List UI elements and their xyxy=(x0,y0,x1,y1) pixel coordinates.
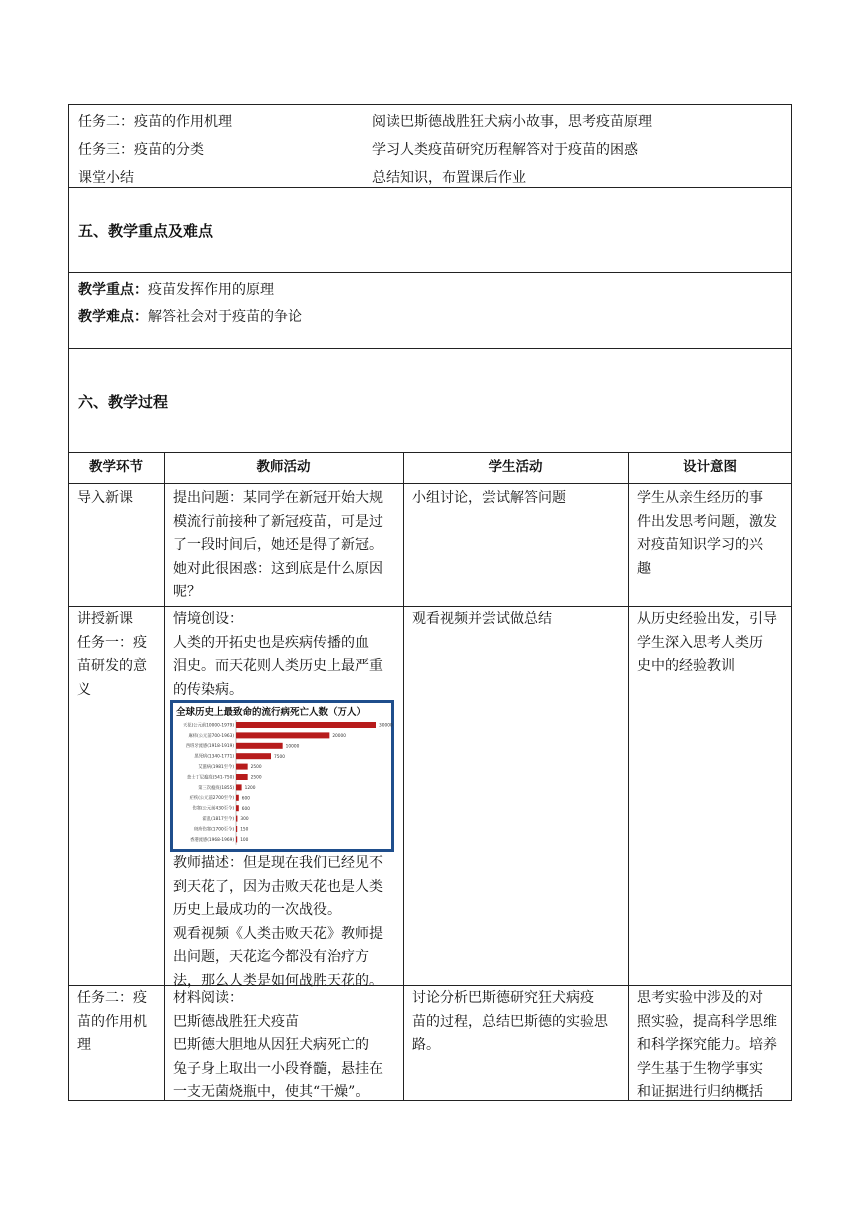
cell-line: 一支无菌烧瓶中，使其“干燥”。 xyxy=(173,1084,370,1100)
cell-line: 从历史经验出发，引导 xyxy=(637,611,777,627)
section-6-title: 六、教学过程 xyxy=(78,393,169,411)
cell-line: 路。 xyxy=(412,1037,440,1053)
cell-line: 趣 xyxy=(637,560,651,577)
cell-line: 照实验，提高科学思维 xyxy=(637,1013,777,1030)
cell-line: 和证据进行归纳概括 xyxy=(637,1084,763,1100)
header-intent: 设计意图 xyxy=(683,459,737,475)
chart-category-label: 伤寒(公元前430至今) xyxy=(192,806,234,812)
chart-bar xyxy=(236,753,271,759)
row2-student xyxy=(412,608,622,632)
chart-category-label: 香港流感(1968-1969) xyxy=(190,837,234,843)
difficulty-line xyxy=(78,303,302,331)
chart-category-label: 黑死病(1340-1771) xyxy=(194,754,234,760)
cell-line: 出问题，天花迄今都没有治疗方 xyxy=(173,949,369,965)
chart-category-label: 斑疹伤寒(1700至今) xyxy=(193,827,234,833)
chart-category-label: 天花(公元前10000-1979) xyxy=(183,723,234,729)
cell-line: 苗的过程，总结巴斯德的实验思 xyxy=(412,1013,608,1030)
col-divider xyxy=(164,452,165,1101)
cell-line: 材料阅读： xyxy=(173,990,243,1006)
col-divider xyxy=(628,452,629,1101)
cell-line: 教师描述：但是现在我们已经见不 xyxy=(173,855,383,871)
chart-value-label: 1200 xyxy=(244,786,256,791)
chart-bar xyxy=(236,805,239,811)
chart-value-label: 10000 xyxy=(285,744,300,750)
header-teacher: 教师活动 xyxy=(256,459,311,475)
cell-line: 了一段时间后，她还是得了新冠。 xyxy=(173,537,383,553)
cell-line: 提出问题：某同学在新冠开始大规 xyxy=(173,490,383,506)
chart-category-label: 西班牙流感(1918-1919) xyxy=(185,744,234,750)
chart-value-label: 30000 xyxy=(379,723,393,729)
difficulty-label: 教学难点： xyxy=(78,309,148,325)
cell-line: 对疫苗知识学习的兴 xyxy=(637,537,763,553)
key-point-label: 教学重点： xyxy=(78,282,148,298)
top-table-left-cell: 任务三：疫苗的分类 xyxy=(78,142,204,158)
cell-line: 法，那么人类是如何战胜天花的。 xyxy=(173,972,383,989)
row-divider xyxy=(68,483,792,484)
cell-line: 任务一：疫 xyxy=(77,634,147,651)
cell-line: 理 xyxy=(77,1037,91,1053)
chart-category-label: 第三次瘟疫(1855) xyxy=(198,785,234,791)
cell-line: 小组讨论，尝试解答问题 xyxy=(412,490,566,506)
row3-student xyxy=(412,987,622,1058)
cell-line: 泪史。而天花则人类历史上最严重 xyxy=(173,658,383,674)
top-table-left-cell: 任务二：疫苗的作用机理 xyxy=(78,114,232,130)
cell-line: 思考实验中涉及的对 xyxy=(637,990,763,1006)
cell-line: 史中的经验教训 xyxy=(637,658,735,674)
row2-stage xyxy=(77,608,159,702)
chart-bar xyxy=(236,722,376,728)
cell-line: 苗研发的意 xyxy=(77,658,147,674)
chart-category-label: 艾滋病(1981至今) xyxy=(198,765,234,770)
cell-line: 讨论分析巴斯德研究狂犬病疫 xyxy=(412,990,594,1006)
chart-bar xyxy=(236,732,329,738)
cell-line: 任务二：疫 xyxy=(77,990,147,1006)
chart-value-label: 600 xyxy=(241,796,251,802)
cell-line: 她对此很困惑：这到底是什么原因 xyxy=(173,560,383,577)
row1-teacher xyxy=(173,487,397,605)
row2-intent xyxy=(637,608,787,679)
cell-line: 模流行前接种了新冠疫苗，可是过 xyxy=(173,513,383,530)
cell-line: 人类的开拓史也是疾病传播的血 xyxy=(173,634,369,651)
chart-value-label: 150 xyxy=(240,827,249,833)
chart-bar xyxy=(236,764,248,770)
cell-line: 苗的作用机 xyxy=(77,1013,147,1030)
row3-teacher xyxy=(173,987,397,1105)
row2-teacher-after xyxy=(173,852,397,993)
header-stage: 教学环节 xyxy=(89,459,143,475)
chart-value-label: 20000 xyxy=(332,734,347,739)
cell-line: 观看视频并尝试做总结 xyxy=(412,611,552,627)
chart-value-label: 100 xyxy=(240,838,249,843)
chart-value-label: 600 xyxy=(241,806,251,812)
chart-value-label: 2500 xyxy=(250,775,262,781)
chart-bar xyxy=(236,795,239,801)
cell-line: 讲授新课 xyxy=(77,611,133,627)
col-divider xyxy=(403,452,404,1101)
top-table-right-cell: 总结知识，布置课后作业 xyxy=(372,170,526,186)
cell-line: 观看视频《人类击败天花》教师提 xyxy=(173,925,383,942)
epidemic-death-bar-chart xyxy=(170,700,394,852)
cell-line: 呢？ xyxy=(173,584,201,600)
row3-intent xyxy=(637,987,787,1105)
chart-category-label: 查士丁尼瘟疫(541-750) xyxy=(186,775,234,781)
cell-line: 学生基于生物学事实 xyxy=(637,1060,763,1077)
cell-line: 历史上最成功的一次战役。 xyxy=(173,902,341,918)
cell-line: 义 xyxy=(77,681,91,698)
header-student: 学生活动 xyxy=(488,459,543,475)
row2-teacher-before xyxy=(173,608,397,702)
section-6-title-box xyxy=(68,348,792,453)
chart-category-label: 霍乱(1817至今) xyxy=(202,817,234,822)
cell-line: 情境创设： xyxy=(173,611,243,627)
chart-bar xyxy=(236,836,237,842)
chart-value-label: 2500 xyxy=(250,765,262,771)
chart-bar xyxy=(236,743,283,749)
cell-line: 和科学探究能力。培养 xyxy=(637,1037,777,1053)
row1-intent xyxy=(637,487,787,581)
cell-line: 学生深入思考人类历 xyxy=(637,634,763,651)
chart-category-label: 麻疹(公元前700-1963) xyxy=(188,733,234,739)
top-table-right-cell: 阅读巴斯德战胜狂犬病小故事，思考疫苗原理 xyxy=(372,114,652,130)
section-5-title: 五、教学重点及难点 xyxy=(78,222,214,240)
row3-stage xyxy=(77,987,159,1058)
row-divider xyxy=(68,606,792,607)
chart-category-label: 疟疾(公元前2700至今) xyxy=(189,796,234,802)
cell-line: 巴斯德战胜狂犬疫苗 xyxy=(173,1013,299,1030)
row1-stage xyxy=(77,487,159,511)
cell-line: 导入新课 xyxy=(77,490,133,506)
cell-line: 巴斯德大胆地从因狂犬病死亡的 xyxy=(173,1037,369,1053)
chart-bar xyxy=(236,774,248,780)
cell-line: 学生从亲生经历的事 xyxy=(637,490,763,506)
top-table-left-cell: 课堂小结 xyxy=(78,170,134,186)
cell-line: 的传染病。 xyxy=(173,681,243,698)
chart-title: 全球历史上最致命的流行病死亡人数（万人） xyxy=(176,707,367,718)
chart-bar xyxy=(236,826,237,832)
chart-bar xyxy=(236,816,237,822)
chart-value-label: 300 xyxy=(240,817,249,823)
cell-line: 件出发思考问题，激发 xyxy=(637,513,777,530)
top-table-right-cell: 学习人类疫苗研究历程解答对于疫苗的困惑 xyxy=(372,142,638,158)
cell-line: 到天花了，因为击败天花也是人类 xyxy=(173,878,383,895)
chart-bar xyxy=(236,784,242,790)
difficulty-text: 解答社会对于疫苗的争论 xyxy=(148,309,302,325)
key-point-line xyxy=(78,276,274,304)
key-point-text: 疫苗发挥作用的原理 xyxy=(148,282,274,298)
chart-value-label: 7500 xyxy=(274,754,285,760)
cell-line: 兔子身上取出一小段脊髓，悬挂在 xyxy=(173,1060,383,1077)
row1-student xyxy=(412,487,622,511)
